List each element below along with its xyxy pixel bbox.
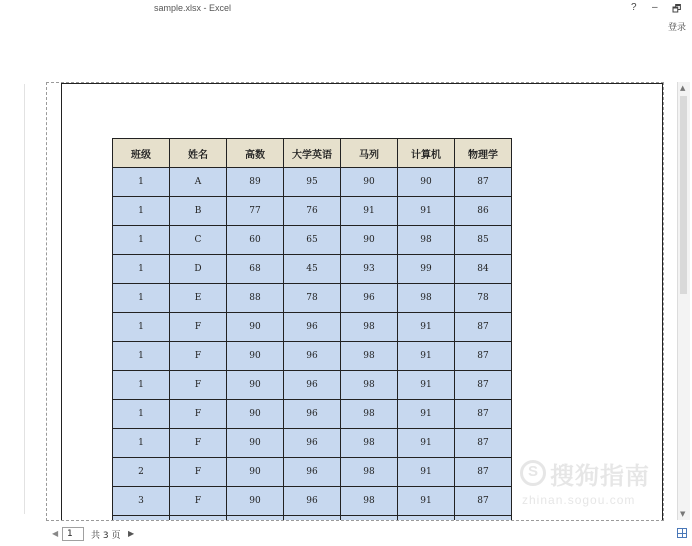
- table-cell: F: [170, 342, 227, 371]
- status-bar: [0, 524, 692, 546]
- table-row: [113, 487, 512, 516]
- table-cell: 65: [284, 226, 341, 255]
- table-cell: 1: [113, 226, 170, 255]
- table-cell: 90: [227, 458, 284, 487]
- table-cell: 1: [113, 400, 170, 429]
- table-cell: 85: [455, 226, 512, 255]
- table-cell: F: [170, 429, 227, 458]
- table-cell: 93: [341, 255, 398, 284]
- table-cell: F: [170, 400, 227, 429]
- table-cell: 87: [455, 168, 512, 197]
- header-cell: 高数: [227, 139, 284, 168]
- zoom-to-page-icon[interactable]: [677, 528, 687, 538]
- table-cell: 87: [455, 487, 512, 516]
- header-cell: 大学英语: [284, 139, 341, 168]
- table-cell: 1: [113, 429, 170, 458]
- table-cell: 3: [113, 487, 170, 516]
- table-cell: 98: [341, 429, 398, 458]
- table-cell: 87: [455, 313, 512, 342]
- table-cell: 89: [227, 168, 284, 197]
- title-bar: [0, 0, 692, 33]
- table-cell: F: [170, 458, 227, 487]
- table-cell: 91: [398, 487, 455, 516]
- scroll-up-icon[interactable]: ▲: [680, 84, 686, 92]
- table-cell: 90: [341, 168, 398, 197]
- table-cell: 78: [284, 284, 341, 313]
- table-cell: 88: [227, 284, 284, 313]
- header-cell: 物理学: [455, 139, 512, 168]
- table-cell: 60: [227, 226, 284, 255]
- table-cell: 90: [398, 168, 455, 197]
- watermark-url: zhinan.sogou.com: [522, 493, 636, 507]
- table-cell: F: [170, 313, 227, 342]
- table-cell: 90: [227, 342, 284, 371]
- previous-page-icon[interactable]: ◀: [52, 529, 59, 538]
- table-cell: D: [170, 255, 227, 284]
- table-cell: 91: [398, 342, 455, 371]
- table-cell: [455, 516, 512, 522]
- help-icon[interactable]: ?: [631, 2, 637, 13]
- table-cell: 76: [284, 197, 341, 226]
- preview-page: [61, 83, 663, 521]
- table-cell: 78: [455, 284, 512, 313]
- left-divider: [24, 84, 25, 514]
- table-row: [113, 458, 512, 487]
- table-cell: 91: [398, 458, 455, 487]
- table-cell: 87: [455, 458, 512, 487]
- table-cell: E: [170, 284, 227, 313]
- table-cell: 68: [227, 255, 284, 284]
- table-header-row: [113, 139, 512, 168]
- table-cell: 87: [455, 429, 512, 458]
- table-cell: 91: [398, 197, 455, 226]
- table-cell: 98: [398, 226, 455, 255]
- table-cell: 77: [227, 197, 284, 226]
- login-link[interactable]: 登录: [667, 23, 686, 33]
- table-row: [113, 255, 512, 284]
- table-cell: F: [170, 487, 227, 516]
- table-cell: 90: [227, 313, 284, 342]
- minimize-icon[interactable]: –: [652, 2, 658, 13]
- table-cell: [227, 516, 284, 522]
- table-row: [113, 342, 512, 371]
- table-cell: 1: [113, 168, 170, 197]
- watermark-text: 搜狗指南: [550, 462, 650, 490]
- table-cell: 98: [341, 313, 398, 342]
- table-row: [113, 516, 512, 522]
- table-cell: 1: [113, 197, 170, 226]
- table-row: [113, 371, 512, 400]
- scroll-down-icon[interactable]: ▼: [680, 510, 686, 518]
- table-cell: 1: [113, 313, 170, 342]
- table-cell: [170, 516, 227, 522]
- page-number-input[interactable]: 1: [62, 527, 84, 541]
- scroll-thumb[interactable]: [680, 96, 687, 294]
- table-cell: 96: [284, 429, 341, 458]
- table-cell: 96: [284, 400, 341, 429]
- table-cell: 95: [284, 168, 341, 197]
- table-cell: C: [170, 226, 227, 255]
- table-cell: 86: [455, 197, 512, 226]
- table-row: [113, 313, 512, 342]
- table-cell: 1: [113, 371, 170, 400]
- table-cell: [284, 516, 341, 522]
- table-cell: 2: [113, 458, 170, 487]
- table-cell: 96: [284, 313, 341, 342]
- data-table: [112, 138, 512, 521]
- table-cell: 1: [113, 284, 170, 313]
- table-cell: 98: [341, 487, 398, 516]
- restore-icon[interactable]: 🗗: [672, 4, 682, 15]
- table-cell: A: [170, 168, 227, 197]
- header-cell: 班级: [113, 139, 170, 168]
- table-cell: 91: [398, 313, 455, 342]
- table-row: [113, 197, 512, 226]
- vertical-scrollbar[interactable]: [677, 82, 690, 520]
- table-cell: 98: [341, 400, 398, 429]
- table-row: [113, 226, 512, 255]
- table-cell: F: [170, 371, 227, 400]
- table-cell: 96: [284, 342, 341, 371]
- table-cell: 45: [284, 255, 341, 284]
- table-cell: 90: [341, 226, 398, 255]
- table-cell: 91: [398, 429, 455, 458]
- total-pages-label: 共 3 页: [91, 531, 121, 541]
- table-cell: 96: [284, 487, 341, 516]
- table-cell: 1: [113, 342, 170, 371]
- table-cell: 98: [341, 342, 398, 371]
- table-cell: [398, 516, 455, 522]
- print-preview-area: [46, 82, 664, 521]
- table-cell: 1: [113, 255, 170, 284]
- table-cell: 98: [398, 284, 455, 313]
- table-cell: 90: [227, 429, 284, 458]
- table-cell: 98: [341, 458, 398, 487]
- table-cell: 90: [227, 371, 284, 400]
- table-row: [113, 284, 512, 313]
- table-row: [113, 168, 512, 197]
- table-cell: 87: [455, 400, 512, 429]
- table-cell: [341, 516, 398, 522]
- header-cell: 计算机: [398, 139, 455, 168]
- table-cell: 91: [341, 197, 398, 226]
- header-cell: 姓名: [170, 139, 227, 168]
- table-cell: 91: [398, 400, 455, 429]
- table-cell: 99: [398, 255, 455, 284]
- table-cell: 96: [341, 284, 398, 313]
- table-cell: 90: [227, 400, 284, 429]
- table-cell: B: [170, 197, 227, 226]
- next-page-icon[interactable]: ▶: [128, 529, 135, 538]
- window-title: sample.xlsx - Excel: [154, 3, 232, 13]
- table-cell: [113, 516, 170, 522]
- table-cell: 96: [284, 458, 341, 487]
- table-cell: 87: [455, 342, 512, 371]
- header-cell: 马列: [341, 139, 398, 168]
- table-cell: 84: [455, 255, 512, 284]
- table-cell: 87: [455, 371, 512, 400]
- table-cell: 90: [227, 487, 284, 516]
- table-cell: 98: [341, 371, 398, 400]
- table-row: [113, 400, 512, 429]
- table-cell: 91: [398, 371, 455, 400]
- table-cell: 96: [284, 371, 341, 400]
- table-row: [113, 429, 512, 458]
